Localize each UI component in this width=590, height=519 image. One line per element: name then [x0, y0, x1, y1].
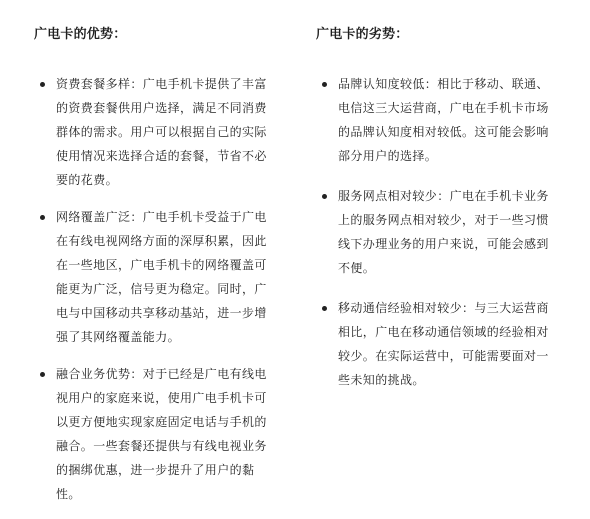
bullet-icon	[40, 215, 45, 220]
advantage-text: 融合业务优势：对于已经是广电有线电视用户的家庭来说，使用广电手机卡可以更方便地实现家庭固定电话与手机的融合。一些套餐还提供与有线电视业务的捆绑优惠，进一步提升了用户的黏性。	[56, 367, 267, 501]
disadvantage-item	[316, 184, 560, 280]
advantage-item	[34, 72, 278, 192]
advantage-text: 网络覆盖广泛：广电手机卡受益于广电在有线电视网络方面的深厚积累，因此在一些地区，广电手机卡的网络覆盖可能更为广泛，信号更为稳定。同时，广电与中国移动共享移动基站，进一步增强了其网络覆盖能力。	[56, 210, 267, 344]
bullet-icon	[40, 82, 45, 87]
disadvantage-item	[316, 296, 560, 392]
disadvantages-list	[316, 72, 560, 392]
advantages-heading: 广电卡的优势：	[34, 27, 127, 42]
bullet-icon	[322, 194, 327, 199]
two-column-layout	[34, 26, 578, 519]
advantage-text: 资费套餐多样：广电手机卡提供了丰富的资费套餐供用户选择，满足不同消费群体的需求。用户可以根据自己的实际使用情况来选择合适的套餐，节省不必要的花费。	[56, 77, 267, 187]
advantages-column	[34, 26, 278, 519]
bullet-icon	[322, 306, 327, 311]
advantages-list	[34, 72, 278, 506]
disadvantages-column	[316, 26, 560, 408]
bullet-icon	[40, 372, 45, 377]
disadvantage-item	[316, 72, 560, 168]
disadvantage-text: 品牌认知度较低：相比于移动、联通、电信这三大运营商，广电在手机卡市场的品牌认知度相对较低。这可能会影响部分用户的选择。	[338, 77, 549, 163]
advantage-item	[34, 362, 278, 506]
disadvantage-text: 移动通信经验相对较少：与三大运营商相比，广电在移动通信领域的经验相对较少。在实际运营中，可能需要面对一些未知的挑战。	[338, 301, 549, 387]
advantage-item	[34, 205, 278, 349]
bullet-icon	[322, 82, 327, 87]
disadvantages-heading: 广电卡的劣势：	[316, 27, 409, 42]
disadvantage-text: 服务网点相对较少：广电在手机卡业务上的服务网点相对较少，对于一些习惯线下办理业务的用户来说，可能会感到不便。	[338, 189, 549, 275]
